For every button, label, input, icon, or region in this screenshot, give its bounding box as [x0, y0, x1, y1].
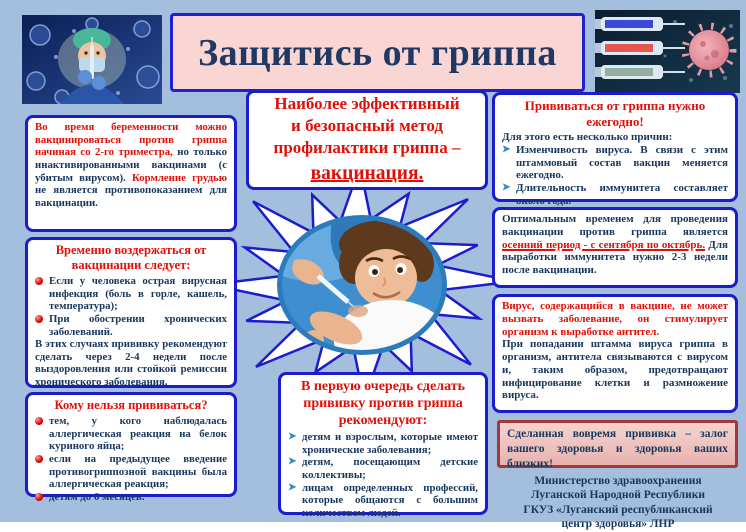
list-item	[35, 275, 227, 313]
pregnancy-seg1: Во время беременности можно вакцинироваться против гриппа начиная со 2-го триместра,	[35, 121, 227, 159]
pregnancy-seg2: но только инактивированными вакцинами (с убитым вирусом).	[35, 146, 227, 184]
priority-groups-box	[278, 372, 488, 519]
arrow-bullet-icon: ➤	[288, 431, 297, 443]
pregnancy-info-box	[25, 115, 237, 232]
list-item	[35, 453, 227, 491]
list-item-text: Изменчивость вируса. В связи с этим штаммовый состав вакцин меняется ежегодно.	[516, 143, 728, 182]
red-ball-bullet-icon	[35, 493, 43, 501]
list-item-text: детям до 6 месяцев.	[49, 490, 145, 503]
vaccine-virus-navy-text: При попадании штамма вируса гриппа в организм, антитела связываются с вирусом и, таким образом, предотвращают инфицирование клетки и размножение вируса.	[502, 338, 728, 402]
slogan-line: профилактики гриппа –	[273, 137, 461, 157]
footer-line: центр здоровья» ЛНР	[561, 518, 675, 531]
optimal-seg1: Оптимальным временем для проведения вакцинации против гриппа является	[502, 213, 728, 238]
abstain-list	[35, 275, 227, 338]
contraindications-box	[25, 392, 237, 503]
poster-title: Защитись от гриппа	[198, 31, 557, 74]
arrow-bullet-icon: ➤	[502, 143, 511, 155]
yearly-subtitle: Для этого есть несколько причин:	[502, 131, 673, 144]
pregnancy-seg3: Кормление грудью	[131, 171, 227, 184]
list-item-text: если на предыдущее введение противогриппозной вакцины была аллергическая реакция;	[49, 452, 227, 491]
slogan-line: и безопасный метод	[291, 116, 443, 136]
vaccine-virus-box	[492, 294, 738, 413]
optimal-time-text	[502, 213, 728, 277]
syringes-virus-photo	[595, 10, 740, 93]
vaccine-virus-red-text: Вирус, содержащийся в вакцине, не может вызвать заболевание, он стимулирует организм к выработке антител.	[502, 300, 728, 338]
priority-list	[288, 431, 478, 519]
list-item	[288, 482, 478, 520]
list-item-text: детям, посещающим детские коллективы;	[302, 456, 478, 482]
syringes-illustration	[595, 10, 740, 93]
conclusion-text: Сделанная вовремя прививка – залог вашего здоровья и здоровья ваших близких!	[507, 428, 728, 470]
red-ball-bullet-icon	[35, 455, 43, 463]
poster-title-box	[170, 13, 585, 92]
nurse-with-syringe-photo	[22, 15, 162, 104]
nurse-photo-illustration	[22, 15, 162, 104]
list-item-text: тем, у кого наблюдалась аллергическая реакция на белок куриного яйца;	[49, 415, 227, 453]
arrow-bullet-icon: ➤	[502, 182, 511, 194]
optimal-time-box	[492, 207, 738, 288]
boy-vaccination-photo	[274, 212, 450, 363]
optimal-seg3: Для выработки иммунитета нужно 2-3 недели после вакцинации.	[502, 238, 728, 276]
arrow-bullet-icon: ➤	[288, 456, 297, 468]
vaccination-slogan-box	[246, 90, 488, 190]
list-item	[35, 313, 227, 338]
list-item	[502, 144, 728, 182]
list-item	[288, 431, 478, 456]
yearly-reasons-list	[502, 144, 728, 208]
footer-line: Луганской Народной Республики	[531, 489, 705, 502]
abstain-title: Временно воздержаться от вакцинации следует:	[55, 243, 207, 272]
abstain-info-box	[25, 237, 237, 388]
footer-line: Министерство здравоохранения	[534, 475, 702, 487]
conclusion-box	[497, 420, 738, 468]
ministry-footer	[496, 474, 740, 532]
pregnancy-seg4: не является противопоказанием для вакцинации.	[35, 184, 227, 209]
list-item	[35, 491, 227, 504]
yearly-vaccination-box	[492, 92, 738, 207]
slogan-underlined: вакцинация.	[310, 162, 424, 184]
list-item	[502, 182, 728, 208]
list-item-text: лицам определенных профессий, которые общаются с большим количеством людей.	[302, 481, 478, 519]
list-item-text: При обострении хронических заболеваний.	[49, 312, 227, 338]
list-item-text: Длительность иммунитета составляет около года.	[516, 182, 728, 207]
slogan-line: Наиболее эффективный	[274, 94, 460, 114]
contraindications-title: Кому нельзя прививаться?	[54, 398, 208, 412]
red-ball-bullet-icon	[35, 277, 43, 285]
red-ball-bullet-icon	[35, 417, 43, 425]
abstain-note: В этих случаях прививку рекомендуют сделать через 2-4 недели после выздоровления или стойкой ремиссии хронического заболевания.	[35, 338, 227, 388]
yearly-title: Прививаться от гриппа нужно ежегодно!	[524, 98, 706, 129]
red-ball-bullet-icon	[35, 315, 43, 323]
priority-title: В первую очередь сделать прививку против гриппа рекомендуют:	[300, 379, 465, 429]
list-item	[35, 415, 227, 453]
pregnancy-text	[35, 121, 227, 209]
contraindications-list	[35, 415, 227, 503]
arrow-bullet-icon: ➤	[288, 481, 297, 493]
list-item-text: Если у человека острая вирусная инфекция (боль в горле, кашель, температура);	[49, 275, 227, 313]
list-item-text: детям и взрослым, которые имеют хронические заболевания;	[302, 431, 478, 456]
boy-vaccination-illustration	[274, 212, 450, 358]
footer-line: ГКУЗ «Луганский республиканский	[523, 503, 713, 516]
optimal-seg2-underlined: осенний период - с сентября по октябрь.	[502, 238, 706, 251]
list-item	[288, 456, 478, 481]
